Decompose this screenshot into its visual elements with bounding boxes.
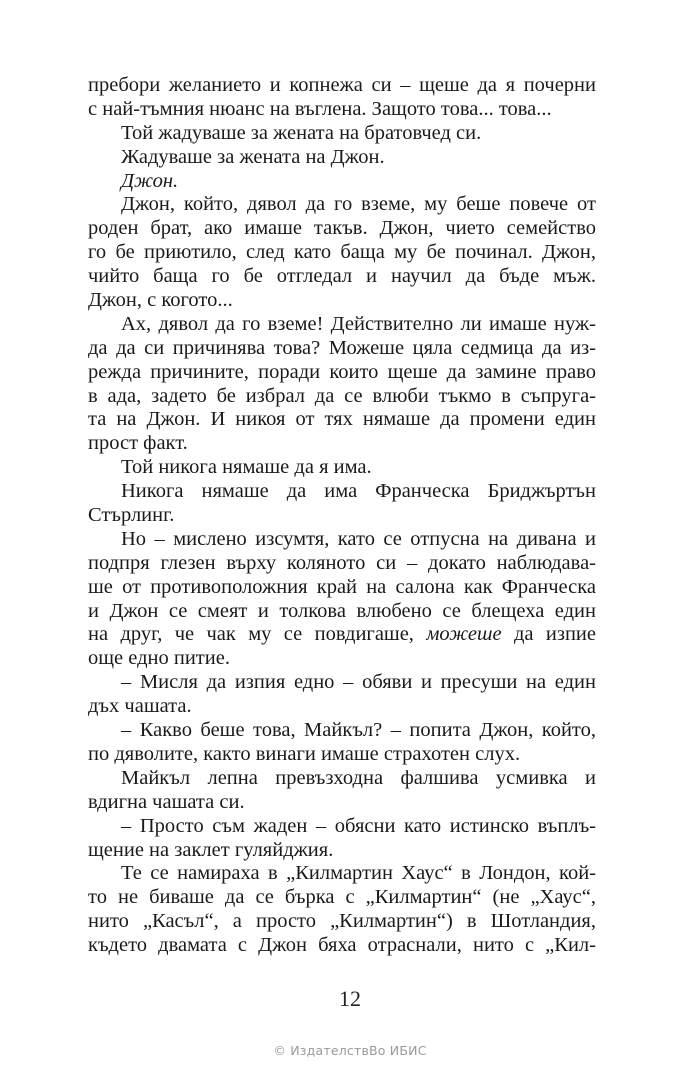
text-line: Никога нямаше да има Франческа Бриджъртън: [121, 480, 596, 503]
text-line: пребори желанието и копнежа си – щеше да я почерни: [88, 74, 596, 96]
text-line: го бе приютило, след като баща му бе починал. Джон,: [88, 241, 596, 264]
emphasis-text: можеше: [426, 623, 502, 646]
text-line: Майкъл лепна превъзходна фалшива усмивка и: [121, 766, 596, 789]
text-line: Жадуваше за жената на Джон.: [121, 145, 385, 168]
text-line: да да си причинява това? Можеше цяла седмица да из-: [88, 336, 596, 359]
text-line: още едно питие.: [88, 647, 230, 670]
text-line: роден брат, ако имаше такъв. Джон, чието семейство: [88, 217, 596, 240]
text-line: Но – мислено изсумтя, като се отпусна на дивана и: [121, 527, 596, 550]
text-line: ше от противоположния край на салона как Франческа: [88, 575, 596, 598]
text-line: Те се намираха в „Килмартин Хаус“ в Лондон, кой-: [121, 862, 596, 885]
text-line: и Джон се смеят и толкова влюбено се блещеха един: [88, 599, 596, 622]
text-line: [88, 623, 596, 647]
text-line: Джон.: [121, 169, 179, 192]
text-line: чийто баща го бе отгледал и научил да бъде мъж.: [88, 265, 596, 288]
text-line: – Мисля да изпия едно – обяви и пресуши на един: [121, 671, 596, 694]
text-line: щение на заклет гуляйджия.: [88, 838, 334, 861]
text-line: Той жадуваше за жената на братовчед си.: [121, 121, 482, 144]
text-line: където двамата с Джон бяха отраснали, нито с „Кил-: [88, 934, 596, 957]
text-line: по дяволите, както винаги имаше страхотен слух.: [88, 742, 521, 765]
text-line: Той никога нямаше да я има.: [121, 456, 372, 479]
text-segment: на друг, че чак му се повдигаше,: [88, 623, 414, 646]
text-line: Джон, с когото...: [88, 289, 233, 312]
publisher-footer: © ИздателствВо ИБИС: [273, 1043, 427, 1058]
text-line: Стърлинг.: [88, 504, 175, 527]
text-line: дъх чашата.: [88, 695, 192, 718]
text-line: та на Джон. И никоя от тях нямаше да промени един: [88, 408, 596, 431]
text-line: – Какво беше това, Майкъл? – попита Джон, който,: [121, 719, 596, 742]
text-line: с най-тъмния нюанс на въглена. Защото това... това...: [88, 97, 552, 120]
text-line: Джон, който, дявол да го вземе, му беше повече от: [121, 193, 596, 216]
text-line: в ада, задето бе избрал да се влюби тъкмо в съпруга-: [88, 384, 596, 407]
text-line: вдигна чашата си.: [88, 790, 245, 813]
text-segment: да изпие: [513, 623, 596, 646]
text-line: нито „Касъл“, а просто „Килмартин“) в Шотландия,: [88, 910, 596, 933]
text-line: – Просто съм жаден – обясни като истинско въплъ-: [121, 814, 596, 837]
text-line: то не биваше да се бърка с „Килмартин“ (не „Хаус“,: [88, 886, 596, 909]
page-body: [88, 74, 596, 958]
text-line: прост факт.: [88, 432, 188, 455]
page-number: 12: [339, 986, 361, 1011]
text-line: Ах, дявол да го вземе! Действително ли имаше нуж-: [121, 312, 596, 335]
text-line: подпря глезен върху коляното си – докато наблюдава-: [88, 551, 596, 574]
text-line: режда причините, поради които щеше да замине право: [88, 360, 596, 383]
